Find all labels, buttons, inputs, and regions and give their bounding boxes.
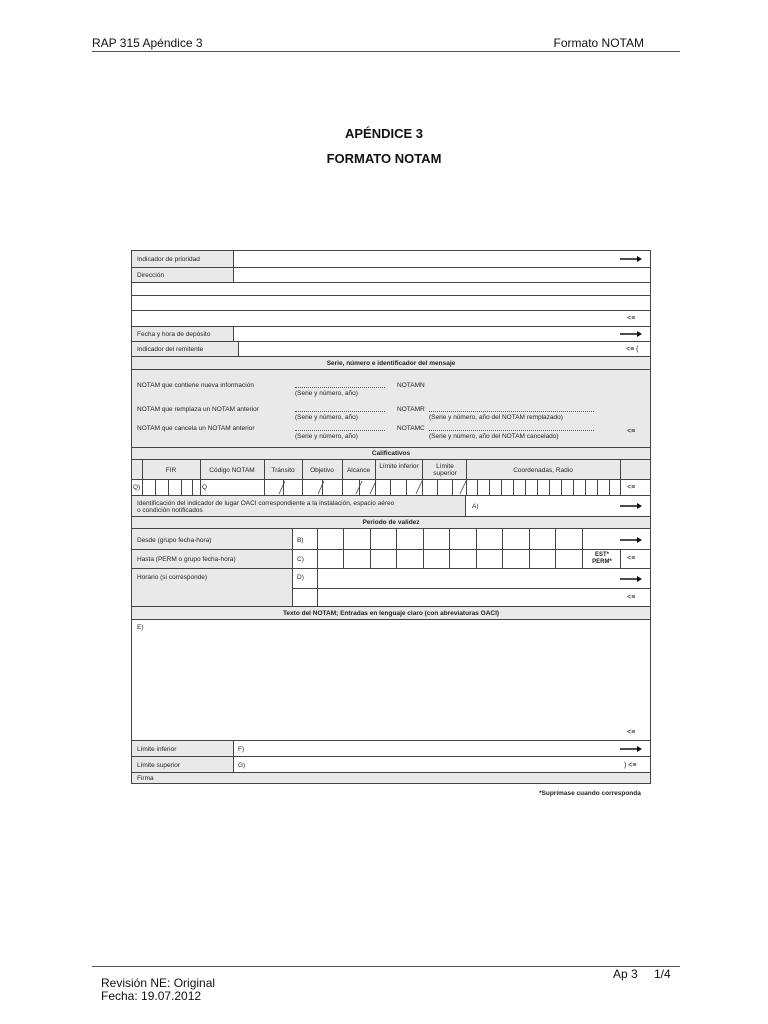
end-of-line-open-icon: <≡ ( <box>626 346 639 353</box>
filing-label: Fecha y hora de depósito <box>137 331 211 338</box>
col-notam-code: Código NOTAM <box>209 467 255 474</box>
priority-row <box>132 251 650 268</box>
from-row <box>132 529 650 550</box>
replace-label: NOTAM que remplaza un NOTAM anterior <box>137 406 259 413</box>
qualifiers-header: Calificativos <box>132 448 650 460</box>
b-mark: B) <box>297 537 304 544</box>
from-label: Desde (grupo fecha-hora) <box>137 537 212 544</box>
footer-revision: Revisión NE: Original <box>101 976 216 990</box>
arrow-right-icon <box>620 503 642 509</box>
address-row <box>132 268 650 283</box>
col-traffic: Tránsito <box>271 467 295 474</box>
f-mark: F) <box>238 746 245 753</box>
end-of-line-icon: <≡ <box>627 594 636 601</box>
end-of-line-icon: <≡ <box>627 729 636 736</box>
upper-limit-label: Límite superior <box>137 762 180 769</box>
q-row: Q) Q <≡ <box>132 480 650 496</box>
address-row-2 <box>132 283 650 296</box>
q-mark: Q) <box>133 484 141 491</box>
end-of-line-icon: <≡ <box>627 555 636 562</box>
end-of-line-icon: <≡ <box>627 484 636 491</box>
signature-label: Firma <box>137 775 154 782</box>
col-scope: Alcance <box>346 467 371 474</box>
series-section: NOTAM que contiene nueva información (Serie y número, año) NOTAMN NOTAM que remplaza un NOTAM anterior (Serie y número, año) NOTAMR (Serie y número, año del NOTAM remplazado) NOTAM que cancela un NOTAM anterior (Serie y número, año) NOTAMC (Serie y número, año del NOTAM cancelado) <≡ <box>132 370 650 448</box>
c-mark: C) <box>297 556 304 563</box>
validity-header: Periodo de validez <box>132 517 650 529</box>
header-left: RAP 315 Apéndice 3 <box>92 36 203 50</box>
schedule-row <box>132 569 650 589</box>
end-of-line-icon: <≡ <box>627 315 636 322</box>
col-coordinates: Coordenadas, Radio <box>513 467 573 474</box>
location-row <box>132 496 650 517</box>
col-lower-limit: Límite inferior <box>379 463 419 470</box>
footer-divider <box>92 966 680 967</box>
d-mark: D) <box>297 574 304 581</box>
arrow-right-icon <box>620 331 642 337</box>
a-mark: A) <box>472 503 479 510</box>
lower-limit-row <box>132 741 650 757</box>
footer-date: Fecha: 19.07.2012 <box>101 989 202 1003</box>
notam-form <box>131 250 651 784</box>
address-row-3 <box>132 296 650 311</box>
to-row <box>132 550 650 569</box>
col-purpose: Objetivo <box>310 467 334 474</box>
q-row-separators <box>132 480 650 495</box>
originator-row <box>132 342 650 357</box>
originator-label: Indicador del remitente <box>137 346 204 353</box>
text-header: Texto del NOTAM; Entradas en lenguaje claro (con abreviaturas OACI) <box>132 607 650 620</box>
to-label: Hasta (PERM o grupo fecha-hora) <box>137 556 236 563</box>
header-divider <box>92 51 680 52</box>
arrow-right-icon <box>620 576 642 582</box>
new-info-label: NOTAM que contiene nueva información <box>137 382 254 389</box>
page-subtitle: FORMATO NOTAM <box>326 151 442 166</box>
arrow-right-icon <box>620 256 642 262</box>
notamc-label: NOTAMC <box>397 425 425 432</box>
page-title: APÉNDICE 3 <box>344 126 424 141</box>
filing-row <box>132 327 650 342</box>
footer-section: Ap 3 <box>613 967 638 981</box>
priority-label: Indicador de prioridad <box>137 256 200 263</box>
schedule-row-2 <box>132 589 650 607</box>
end-of-line-close-icon: ) <≡ <box>624 762 637 769</box>
footnote: *Suprímase cuando corresponda <box>539 790 641 797</box>
lower-limit-label: Límite inferior <box>137 746 177 753</box>
arrow-right-icon <box>620 746 642 752</box>
upper-limit-row <box>132 757 650 773</box>
location-label: Identificación del indicador de lugar OACI correspondiente a la instalación, espacio aéreo o condición notificados <box>137 500 395 514</box>
text-section <box>132 620 650 741</box>
qualifier-columns <box>132 460 650 480</box>
g-mark: G) <box>238 762 246 769</box>
cancel-label: NOTAM que cancela un NOTAM anterior <box>137 425 255 432</box>
e-mark: E) <box>137 624 144 631</box>
end-of-line-icon: <≡ <box>627 428 636 435</box>
arrow-right-icon <box>620 537 642 543</box>
footer-page-number: 1/4 <box>654 967 671 981</box>
header-right: Formato NOTAM <box>553 36 644 50</box>
col-upper-limit: Límite superior <box>433 463 457 477</box>
schedule-label: Horario (si corresponde) <box>137 574 208 581</box>
notamr-label: NOTAMR <box>397 406 425 413</box>
notamn-label: NOTAMN <box>397 382 425 389</box>
address-row-4 <box>132 311 650 327</box>
est-perm-label: EST* PERM* <box>592 552 612 565</box>
col-fir: FIR <box>165 467 177 474</box>
signature-row <box>132 773 650 783</box>
address-label: Dirección <box>137 272 165 279</box>
series-header: Serie, número e identificador del mensaje <box>132 357 650 370</box>
